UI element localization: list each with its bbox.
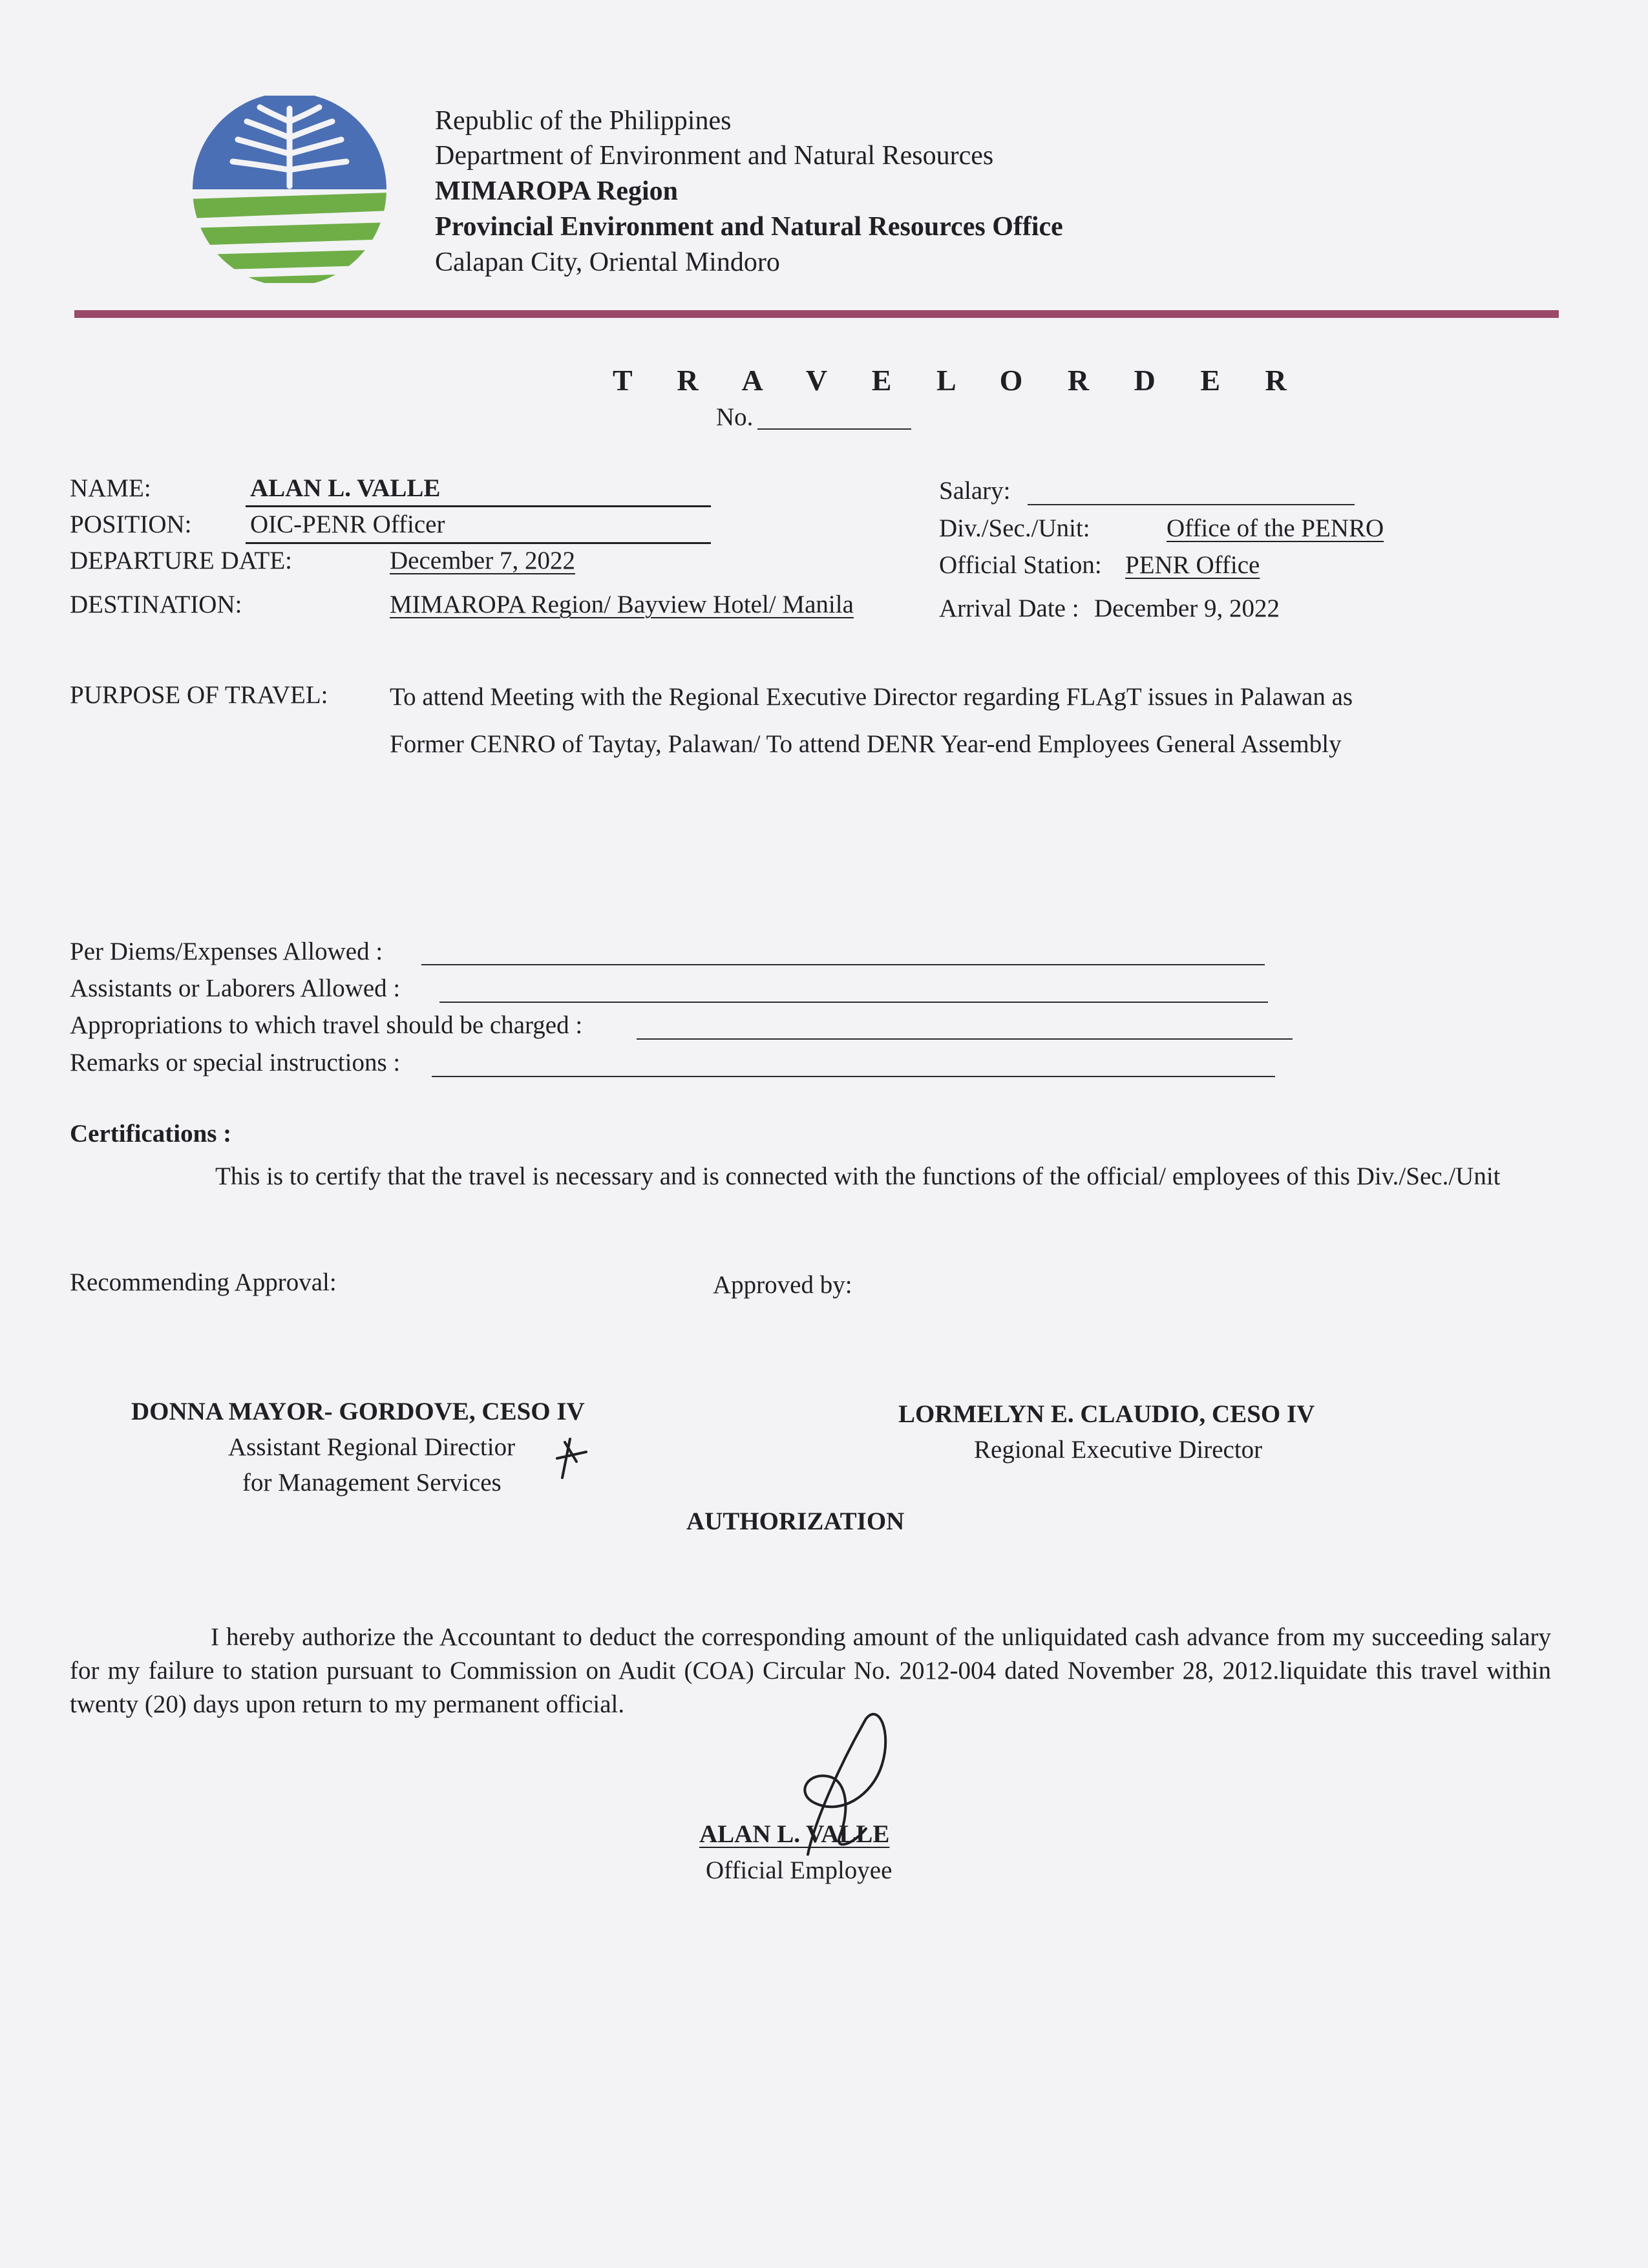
assistants-line xyxy=(439,1002,1268,1003)
recommender-title-2: for Management Services xyxy=(242,1469,502,1496)
recommender-title-1: Assistant Regional Directior xyxy=(228,1433,516,1461)
name-value: ALAN L. VALLE xyxy=(250,474,441,502)
station-label: Official Station: xyxy=(939,551,1102,579)
signer-name: ALAN L. VALLE xyxy=(699,1820,890,1848)
denr-tree-logo-icon xyxy=(187,96,392,283)
recommending-label: Recommending Approval: xyxy=(70,1268,337,1296)
purpose-line-2: Former CENRO of Taytay, Palawan/ To attend DENR Year-end Employees General Assembly xyxy=(390,730,1342,758)
document-title: T R A V E L O R D E R xyxy=(613,364,1296,397)
departure-label: DEPARTURE DATE: xyxy=(70,547,292,574)
unit-label: Div./Sec./Unit: xyxy=(939,514,1090,542)
number-line xyxy=(757,428,911,430)
approver-name: LORMELYN E. CLAUDIO, CESO IV xyxy=(898,1400,1315,1428)
header-rule xyxy=(74,310,1559,318)
destination-label: DESTINATION: xyxy=(70,591,242,618)
initial-mark xyxy=(551,1436,589,1481)
per-diems-line xyxy=(421,964,1265,965)
position-line xyxy=(246,542,711,544)
position-value: OIC-PENR Officer xyxy=(250,510,445,538)
authorization-text: I hereby authorize the Accountant to deduct the corresponding amount of the unliquidated cash advance from my succeeding salary for my failure to station pursuant to Commission on Audit (COA) Circular No. 2012-004 dated November 28, 2012.liquidate this travel within twenty (20) days upon return to my permanent official. xyxy=(70,1623,1551,1718)
purpose-label: PURPOSE OF TRAVEL: xyxy=(70,681,328,709)
header-department: Department of Environment and Natural Resources xyxy=(435,141,994,171)
approver-title: Regional Executive Director xyxy=(974,1436,1263,1464)
appropriations-line xyxy=(637,1038,1293,1040)
signer-title: Official Employee xyxy=(706,1856,893,1884)
position-label: POSITION: xyxy=(70,510,192,538)
destination-value: MIMAROPA Region/ Bayview Hotel/ Manila xyxy=(390,591,854,618)
salary-line xyxy=(1028,504,1355,505)
unit-value: Office of the PENRO xyxy=(1167,514,1384,542)
approved-label: Approved by: xyxy=(713,1271,852,1299)
per-diems-label: Per Diems/Expenses Allowed : xyxy=(70,938,383,965)
certifications-text: This is to certify that the travel is necessary and is connected with the functions of the official/ employees of this Div./Sec./Unit xyxy=(215,1162,1501,1190)
name-line xyxy=(246,505,711,507)
name-label: NAME: xyxy=(70,474,151,502)
denr-logo xyxy=(187,96,392,283)
header-location: Calapan City, Oriental Mindoro xyxy=(435,247,780,277)
authorization-heading: AUTHORIZATION xyxy=(686,1507,905,1535)
station-value: PENR Office xyxy=(1125,551,1260,579)
header-country: Republic of the Philippines xyxy=(435,106,732,136)
purpose-line-1: To attend Meeting with the Regional Executive Director regarding FLAgT issues in Palawan as xyxy=(390,683,1353,711)
recommender-name: DONNA MAYOR- GORDOVE, CESO IV xyxy=(131,1398,585,1425)
remarks-line xyxy=(432,1076,1275,1077)
header-region: MIMAROPA Region xyxy=(435,176,679,206)
number-label: No. xyxy=(716,403,754,431)
assistants-label: Assistants or Laborers Allowed : xyxy=(70,974,401,1002)
arrival-label: Arrival Date : xyxy=(939,594,1079,622)
arrival-value: December 9, 2022 xyxy=(1094,594,1280,622)
departure-value: December 7, 2022 xyxy=(390,547,575,574)
appropriations-label: Appropriations to which travel should be charged : xyxy=(70,1011,583,1039)
header-office: Provincial Environment and Natural Resources Office xyxy=(435,212,1063,242)
remarks-label: Remarks or special instructions : xyxy=(70,1049,401,1076)
salary-label: Salary: xyxy=(939,477,1011,505)
certifications-heading: Certifications : xyxy=(70,1120,232,1148)
